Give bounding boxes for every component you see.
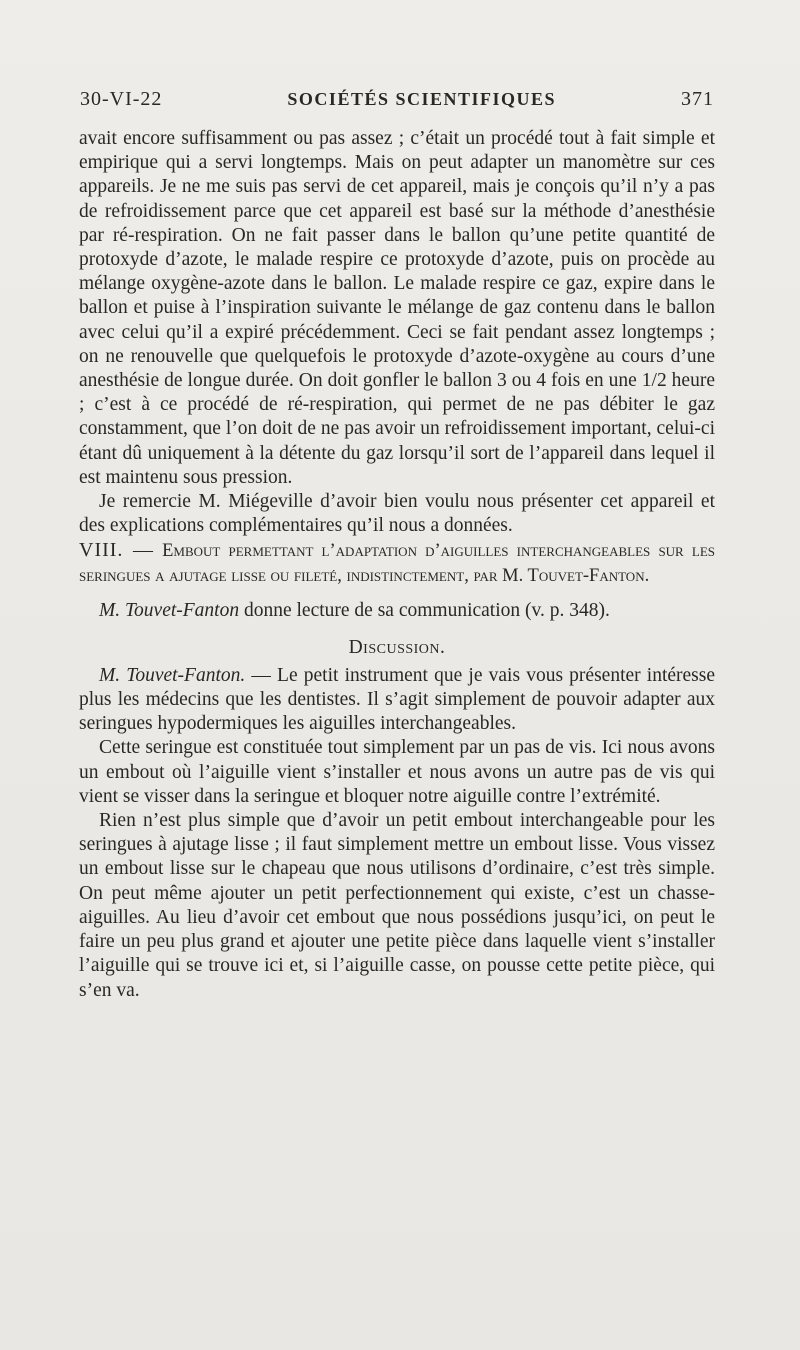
header-date: 30-VI-22 xyxy=(80,88,163,110)
speaker-name: M. Touvet-Fanton. xyxy=(99,664,246,686)
discussion-text: — Le petit instrument que je vais vous présenter intéresse plus les médecins que les dentistes. Il s’agit simplement de pouvoir adapter aux seringues hypodermiques les aiguilles interchangeables. xyxy=(79,664,716,735)
section-title: Embout permettant l’adaptation d’aiguilles interchangeables sur les seringues a ajutage lisse ou fileté, indistinctement, par M. Touvet-Fanton. xyxy=(79,541,715,587)
running-header xyxy=(80,88,714,118)
speaker-name: M. Touvet-Fanton xyxy=(99,600,240,622)
paragraph-continued: avait encore suffisamment ou pas assez ; c’était un procédé tout à fait simple et empirique qui a servi longtemps. Mais on peut adapter un manomètre sur ces appareils. Je ne me suis pas servi de cet appareil, mais je conçois qu’il n’y a pas de refroidissement parce que cet appareil est basé sur la méthode d’anesthésie par ré-respiration. On ne fait passer dans le ballon qu’une petite quantité de protoxyde d’azote, le malade respire ce protoxyde d’azote, puis on procède au mélange oxygène-azote dans le ballon. Le malade respire ce gaz, expire dans le ballon et puise à l’inspiration suivante le mélange de gaz contenu dans le ballon avec celui qu’il a expiré précédemment. Ceci se fait pendant assez longtemps ; on ne renouvelle que quelquefois le protoxyde d’azote-oxygène au cours d’une anesthésie de longue durée. On doit gonfler le ballon 3 ou 4 fois en une 1/2 heure ; c’est à ce procédé de ré-respiration, qui permet de ne pas débiter le gaz constamment, que l’on doit de ne pas avoir un refroidissement important, celui-ci étant dû uniquement à la détente du gaz lorsqu’il sort de l’appareil dans lequel il est maintenu sous pression. xyxy=(79,128,715,488)
section-number: VIII. — xyxy=(79,539,154,562)
intro-text: donne lecture de sa communication (v. p. 348). xyxy=(243,600,610,622)
paragraph-discussion-3: Rien n’est plus simple que d’avoir un petit embout interchangeable pour les seringues à ajutage lisse ; il faut simplement mettre un embout lisse. Vous vissez un embout lisse sur le chapeau que nous utilisons d’ordinaire, c’est très simple. On peut même ajouter un petit perfectionnement qui existe, c’est un chasse-aiguilles. Au lieu d’avoir cet embout que nous possédions jusqu’ici, on peut le faire un peu plus grand et ajouter une petite pièce dans laquelle vient s’installer l’aiguille qui se trouve ici et, si l’aiguille casse, on pousse cette petite pièce, qui s’en va. xyxy=(79,810,715,1001)
page-number: 371 xyxy=(681,88,714,110)
paragraph-thanks: Je remercie M. Miégeville d’avoir bien voulu nous présenter cet appareil et des explications complémentaires qu’il nous a données. xyxy=(79,491,715,537)
body-text xyxy=(79,127,715,1003)
section-heading xyxy=(79,538,715,589)
header-title: SOCIÉTÉS SCIENTIFIQUES xyxy=(287,89,557,109)
paragraph-discussion-1 xyxy=(79,664,715,737)
paragraph-intro xyxy=(79,599,715,623)
paragraph-discussion-2: Cette seringue est constituée tout simplement par un pas de vis. Ici nous avons un embout où l’aiguille vient s’installer et nous avons un autre pas de vis qui vient se visser dans la seringue et bloquer notre aiguille contre l’extrémité. xyxy=(79,737,715,807)
discussion-heading: Discussion. xyxy=(348,636,446,658)
